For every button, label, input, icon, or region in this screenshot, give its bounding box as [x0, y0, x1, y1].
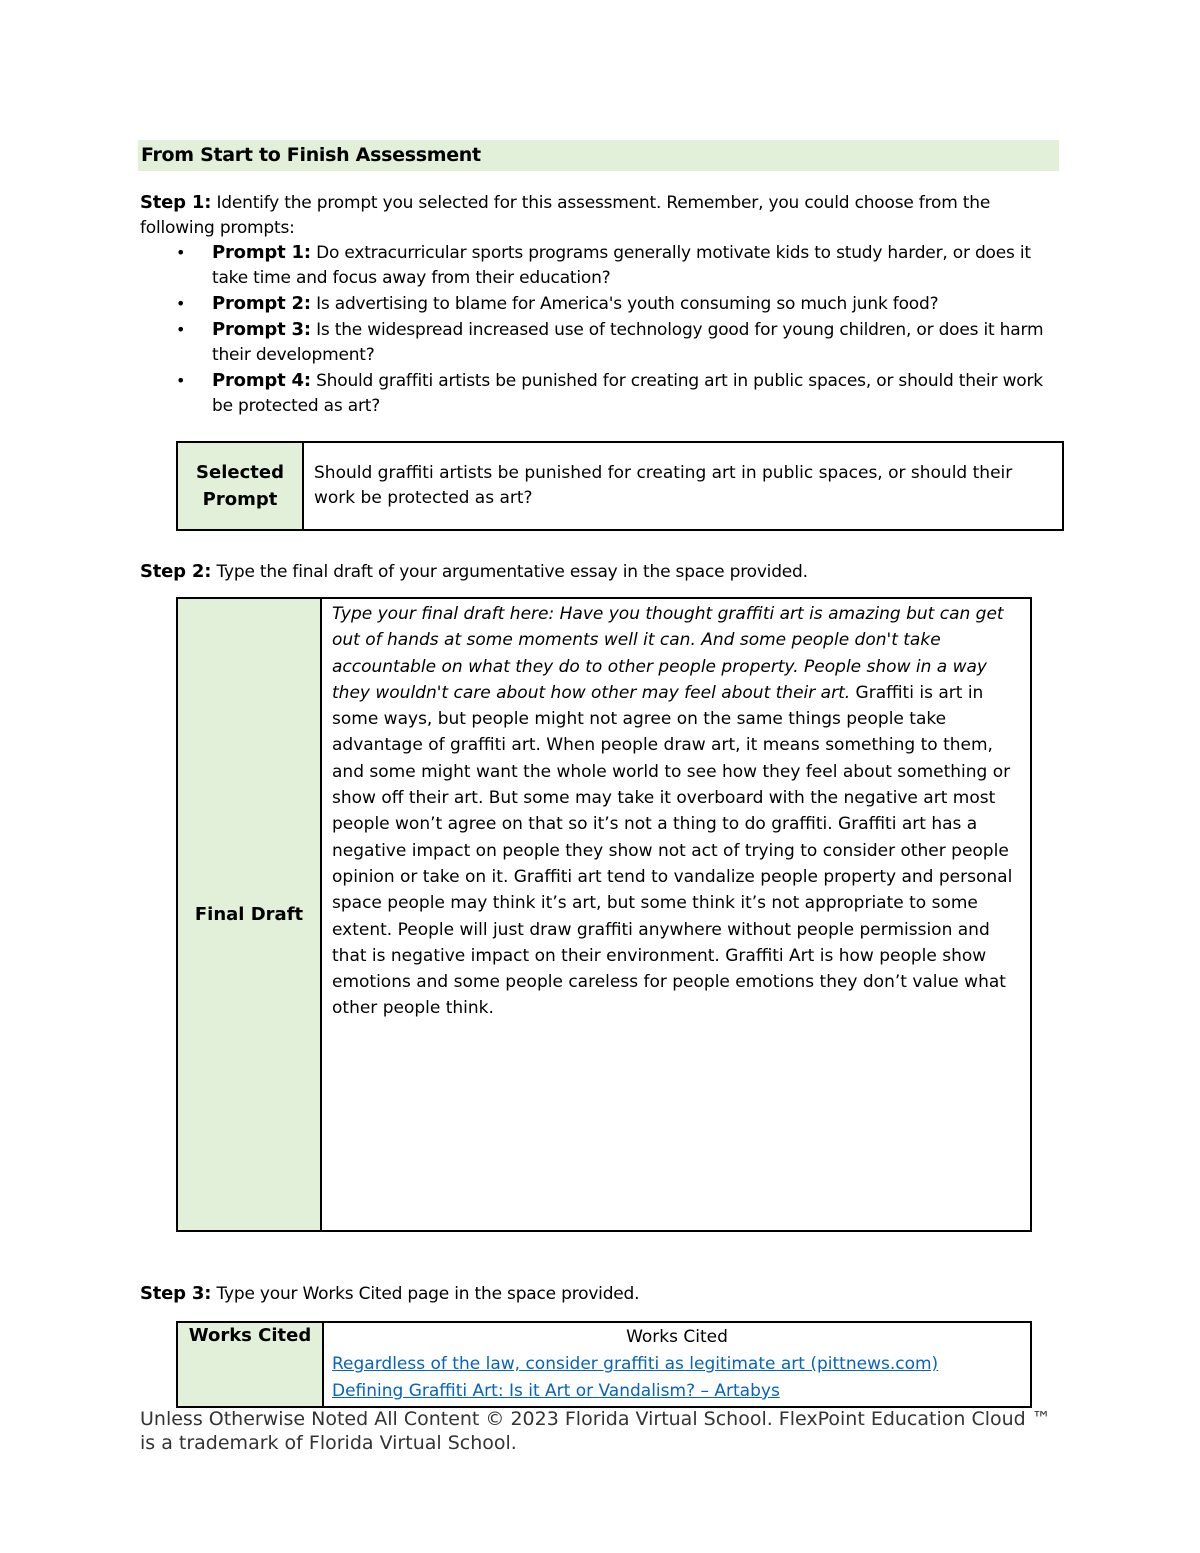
copyright-footer: Unless Otherwise Noted All Content © 2023 Florida Virtual School. FlexPoint Education Cloud ™ is a trademark of Florida Virtual School.	[140, 1408, 1051, 1454]
step3-label: Step 3:	[140, 1283, 212, 1304]
prompt-item-2	[170, 291, 1065, 317]
final-draft-text-area[interactable]	[321, 598, 1031, 1231]
bullet-icon: •	[176, 294, 186, 313]
step2-text: Type the final draft of your argumentative essay in the space provided.	[211, 562, 808, 582]
selected-prompt-text[interactable]: Should graffiti artists be punished for creating art in public spaces, or should their work be protected as art?	[303, 442, 1063, 530]
selected-label-line1: Selected	[196, 462, 284, 483]
selected-prompt-label	[177, 442, 303, 530]
citation-link-1[interactable]: Regardless of the law, consider graffiti as legitimate art (pittnews.com)	[332, 1354, 939, 1374]
prompt-text: Do extracurricular sports programs generally motivate kids to study harder, or does it take time and focus away from their education?	[212, 243, 1031, 288]
step3-instructions	[140, 1281, 639, 1307]
prompt-item-1	[170, 240, 1065, 291]
step1-instructions	[140, 190, 1040, 241]
prompt-label: Prompt 1:	[212, 242, 311, 263]
prompt-text: Should graffiti artists be punished for creating art in public spaces, or should their work be protected as art?	[212, 371, 1043, 416]
prompt-label: Prompt 3:	[212, 319, 311, 340]
works-cited-table	[176, 1321, 1032, 1408]
page-title: From Start to Finish Assessment	[141, 144, 481, 166]
step2-instructions	[140, 559, 808, 585]
bullet-icon: •	[176, 371, 186, 390]
final-draft-body-text: Graffiti is art in some ways, but people might not agree on the same things people take advantage of graffiti art. When people draw art, it means something to them, and some might want the whole world to see how they feel about something or show off their art. But some may take it overboard with the negative art most people won’t agree on that so it’s not a thing to do graffiti. Graffiti art has a negative impact on people they show not act of trying to consider other people opinion or take on it. Graffiti art tend to vandalize people property and personal space people may think it’s art, but some think it’s not appropriate to some extent. People will just draw graffiti anywhere without people permission and that is negative impact on their environment. Graffiti Art is how people show emotions and some people careless for people emotions they don’t value what other people think.	[332, 682, 1013, 1019]
prompt-label: Prompt 2:	[212, 293, 311, 314]
bullet-icon: •	[176, 320, 186, 339]
prompt-item-3	[170, 317, 1065, 368]
prompt-text: Is the widespread increased use of technology good for young children, or does it harm their development?	[212, 320, 1044, 365]
step1-text: Identify the prompt you selected for this assessment. Remember, you could choose from the following prompts:	[140, 193, 991, 238]
final-draft-italic-text: Type your final draft here: Have you thought graffiti art is amazing but can get out of hands at some moments well it can. And some people don't take accountable on what they do to other people property. People show in a way they wouldn't care about how other may feel about their art.	[332, 604, 1004, 703]
works-cited-label: Works Cited	[177, 1322, 323, 1407]
prompt-list	[170, 240, 1065, 419]
step2-label: Step 2:	[140, 561, 212, 582]
final-draft-table	[176, 597, 1032, 1232]
prompt-item-4	[170, 368, 1065, 419]
selected-prompt-table	[176, 441, 1064, 531]
prompt-text: Is advertising to blame for America's youth consuming so much junk food?	[310, 294, 939, 314]
step3-text: Type your Works Cited page in the space provided.	[211, 1284, 640, 1304]
bullet-icon: •	[176, 243, 186, 262]
works-cited-content[interactable]	[323, 1322, 1031, 1407]
title-bar	[138, 140, 1059, 171]
citation-link-2[interactable]: Defining Graffiti Art: Is it Art or Vandalism? – Artabys	[332, 1381, 780, 1401]
selected-label-line2: Prompt	[202, 489, 278, 510]
works-cited-heading: Works Cited	[626, 1327, 728, 1347]
final-draft-label: Final Draft	[177, 598, 321, 1231]
prompt-label: Prompt 4:	[212, 370, 311, 391]
step1-label: Step 1:	[140, 192, 212, 213]
